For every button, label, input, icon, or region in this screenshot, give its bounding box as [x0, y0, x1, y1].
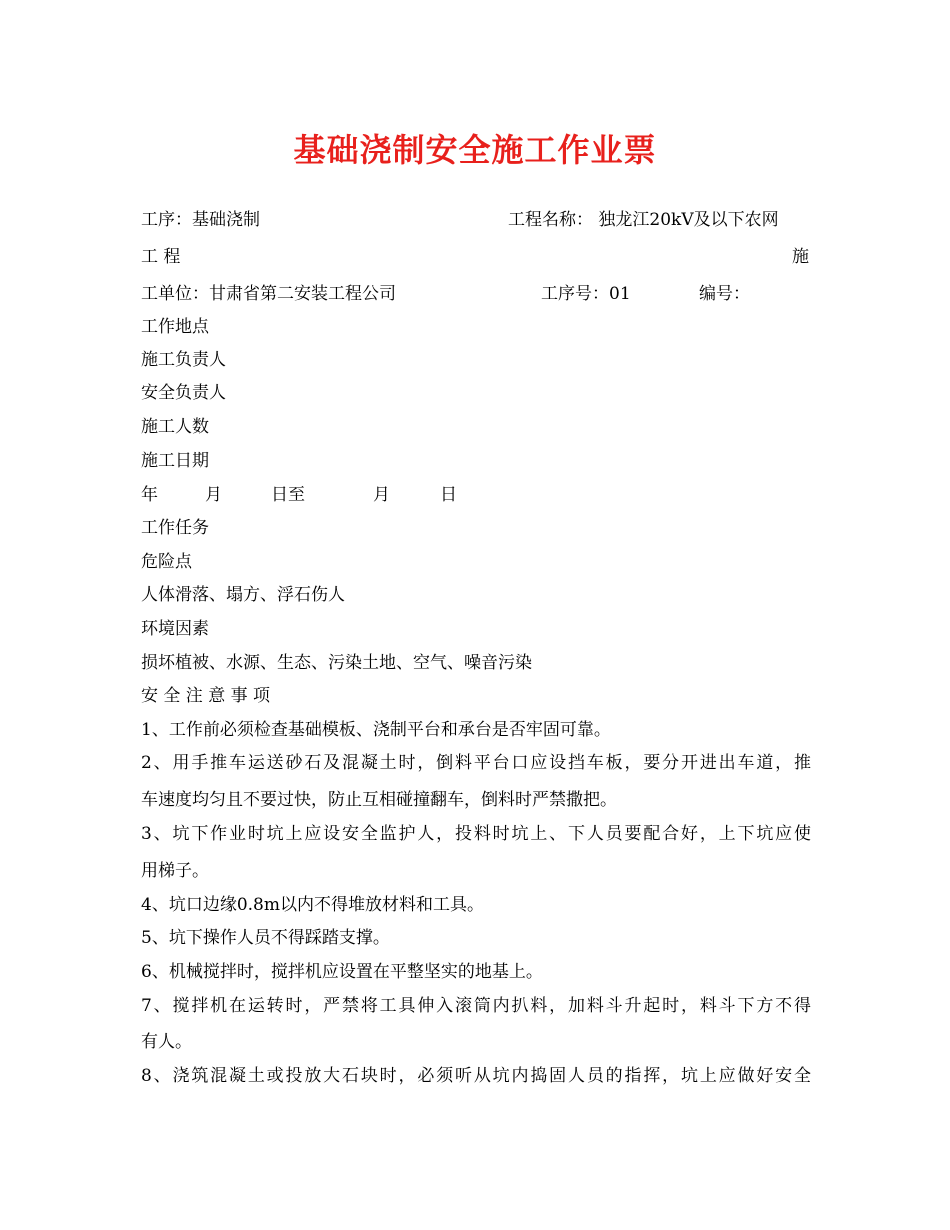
- date-label: 施工日期: [141, 451, 209, 471]
- note-2-line-1: 2、用手推车运送砂石及混凝土时，倒料平台口应设挡车板，要分开进出车道，推: [141, 753, 811, 773]
- process-number: 工序号：01: [541, 284, 631, 304]
- work-site-label: 工作地点: [141, 317, 209, 337]
- note-1: 1、工作前必须检查基础模板、浇制平台和承台是否牢固可靠。: [141, 720, 611, 740]
- document-title: 基础浇制安全施工作业票: [293, 131, 657, 169]
- note-3-line-1: 3、坑下作业时坑上应设安全监护人，投料时坑上、下人员要配合好，上下坑应使: [141, 824, 811, 844]
- headcount-label: 施工人数: [141, 417, 209, 437]
- safety-leader-label: 安全负责人: [141, 383, 226, 403]
- hazard-label: 危险点: [141, 552, 192, 572]
- date-day-end: 日: [440, 485, 457, 505]
- construction-leader-label: 施工负责人: [141, 350, 226, 370]
- safety-notes-title: 安 全 注 意 事 项: [141, 686, 271, 706]
- date-month-start: 月: [205, 485, 222, 505]
- serial-number: 编号：: [699, 284, 750, 304]
- hazard-value: 人体滑落、塌方、浮石伤人: [141, 585, 345, 605]
- task-label: 工作任务: [141, 518, 209, 538]
- note-5: 5、坑下操作人员不得踩踏支撑。: [141, 928, 390, 948]
- note-3-line-2: 用梯子。: [141, 861, 209, 881]
- note-7-line-2: 有人。: [141, 1032, 192, 1052]
- date-day-to: 日至: [271, 485, 305, 505]
- project-name-continued: 工 程: [141, 247, 181, 267]
- process-label: 工序：基础浇制: [141, 210, 260, 230]
- note-7-line-1: 7、搅拌机在运转时，严禁将工具伸入滚筒内扒料，加料斗升起时，料斗下方不得: [141, 996, 811, 1016]
- date-month-end: 月: [373, 485, 390, 505]
- note-8-line-1: 8、浇筑混凝土或投放大石块时，必须听从坑内捣固人员的指挥，坑上应做好安全: [141, 1066, 811, 1086]
- note-6: 6、机械搅拌时，搅拌机应设置在平整坚实的地基上。: [141, 962, 543, 982]
- construction-unit: 工单位：甘肃省第二安装工程公司: [141, 284, 396, 304]
- project-name: 工程名称： 独龙江20kV及以下农网: [508, 210, 779, 230]
- note-4: 4、坑口边缘0.8m以内不得堆放材料和工具。: [141, 895, 484, 915]
- note-2-line-2: 车速度均匀且不要过快，防止互相碰撞翻车，倒料时严禁撒把。: [141, 790, 617, 810]
- environment-label: 环境因素: [141, 619, 209, 639]
- unit-prefix: 施: [792, 247, 809, 267]
- environment-value: 损坏植被、水源、生态、污染土地、空气、噪音污染: [141, 653, 532, 673]
- date-year: 年: [141, 485, 158, 505]
